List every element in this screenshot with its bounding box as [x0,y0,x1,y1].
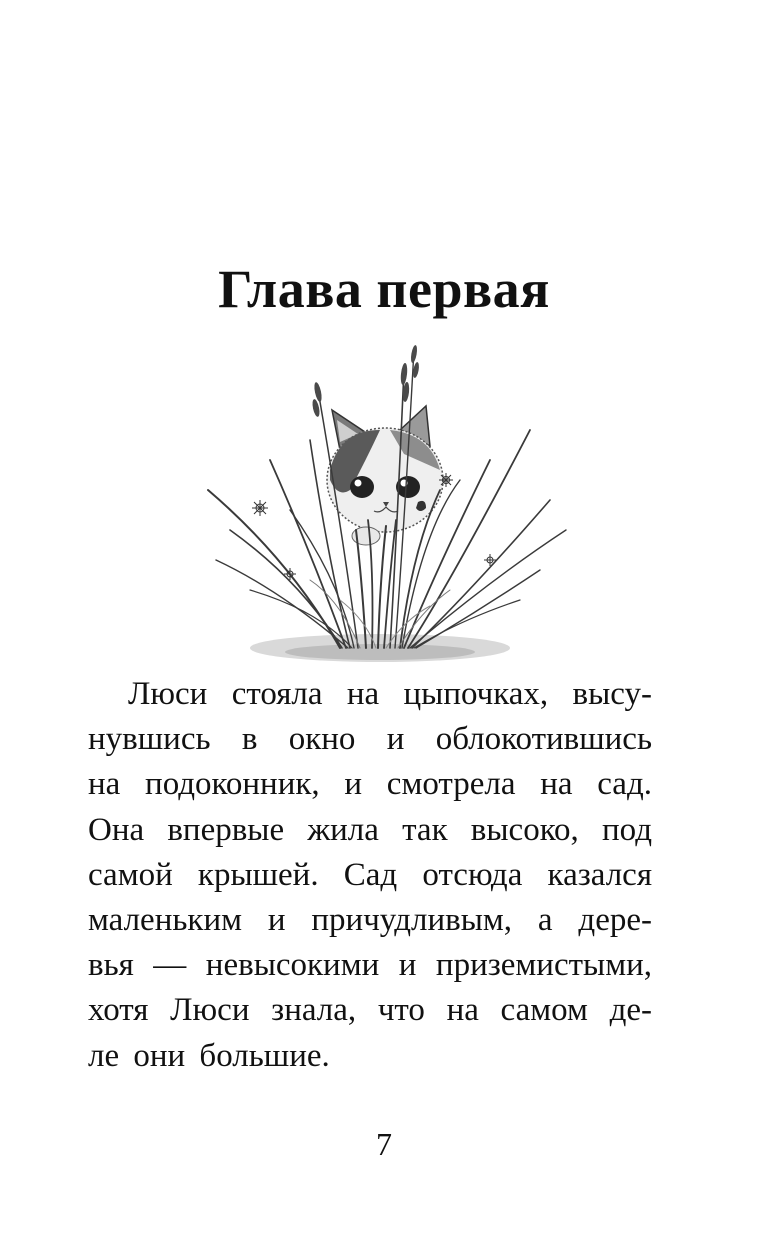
text-line: Люси стояла на цыпочках, высу- [128,676,652,712]
text-line: маленьким и причудливым, а дере- [88,902,652,939]
text-line: вья — невысокими и приземистыми, [88,947,652,984]
text-line: хотя Люси знала, что на самом де- [88,992,652,1029]
story-paragraph [88,672,652,1079]
text-line: самой крышей. Сад отсюда казался [88,856,652,893]
text-line: ле они большие. [88,1037,330,1074]
text-line: Она впервые жила так высоко, под [88,811,652,848]
kitten-in-grass-illustration [190,330,570,670]
chapter-title: Глава первая [218,259,550,319]
page-number: 7 [376,1126,392,1162]
text-line: на подоконник, и смотрела на сад. [88,766,652,803]
text-line: нувшись в окно и облокотившись [88,721,652,758]
seed-heads-icon [311,345,420,418]
